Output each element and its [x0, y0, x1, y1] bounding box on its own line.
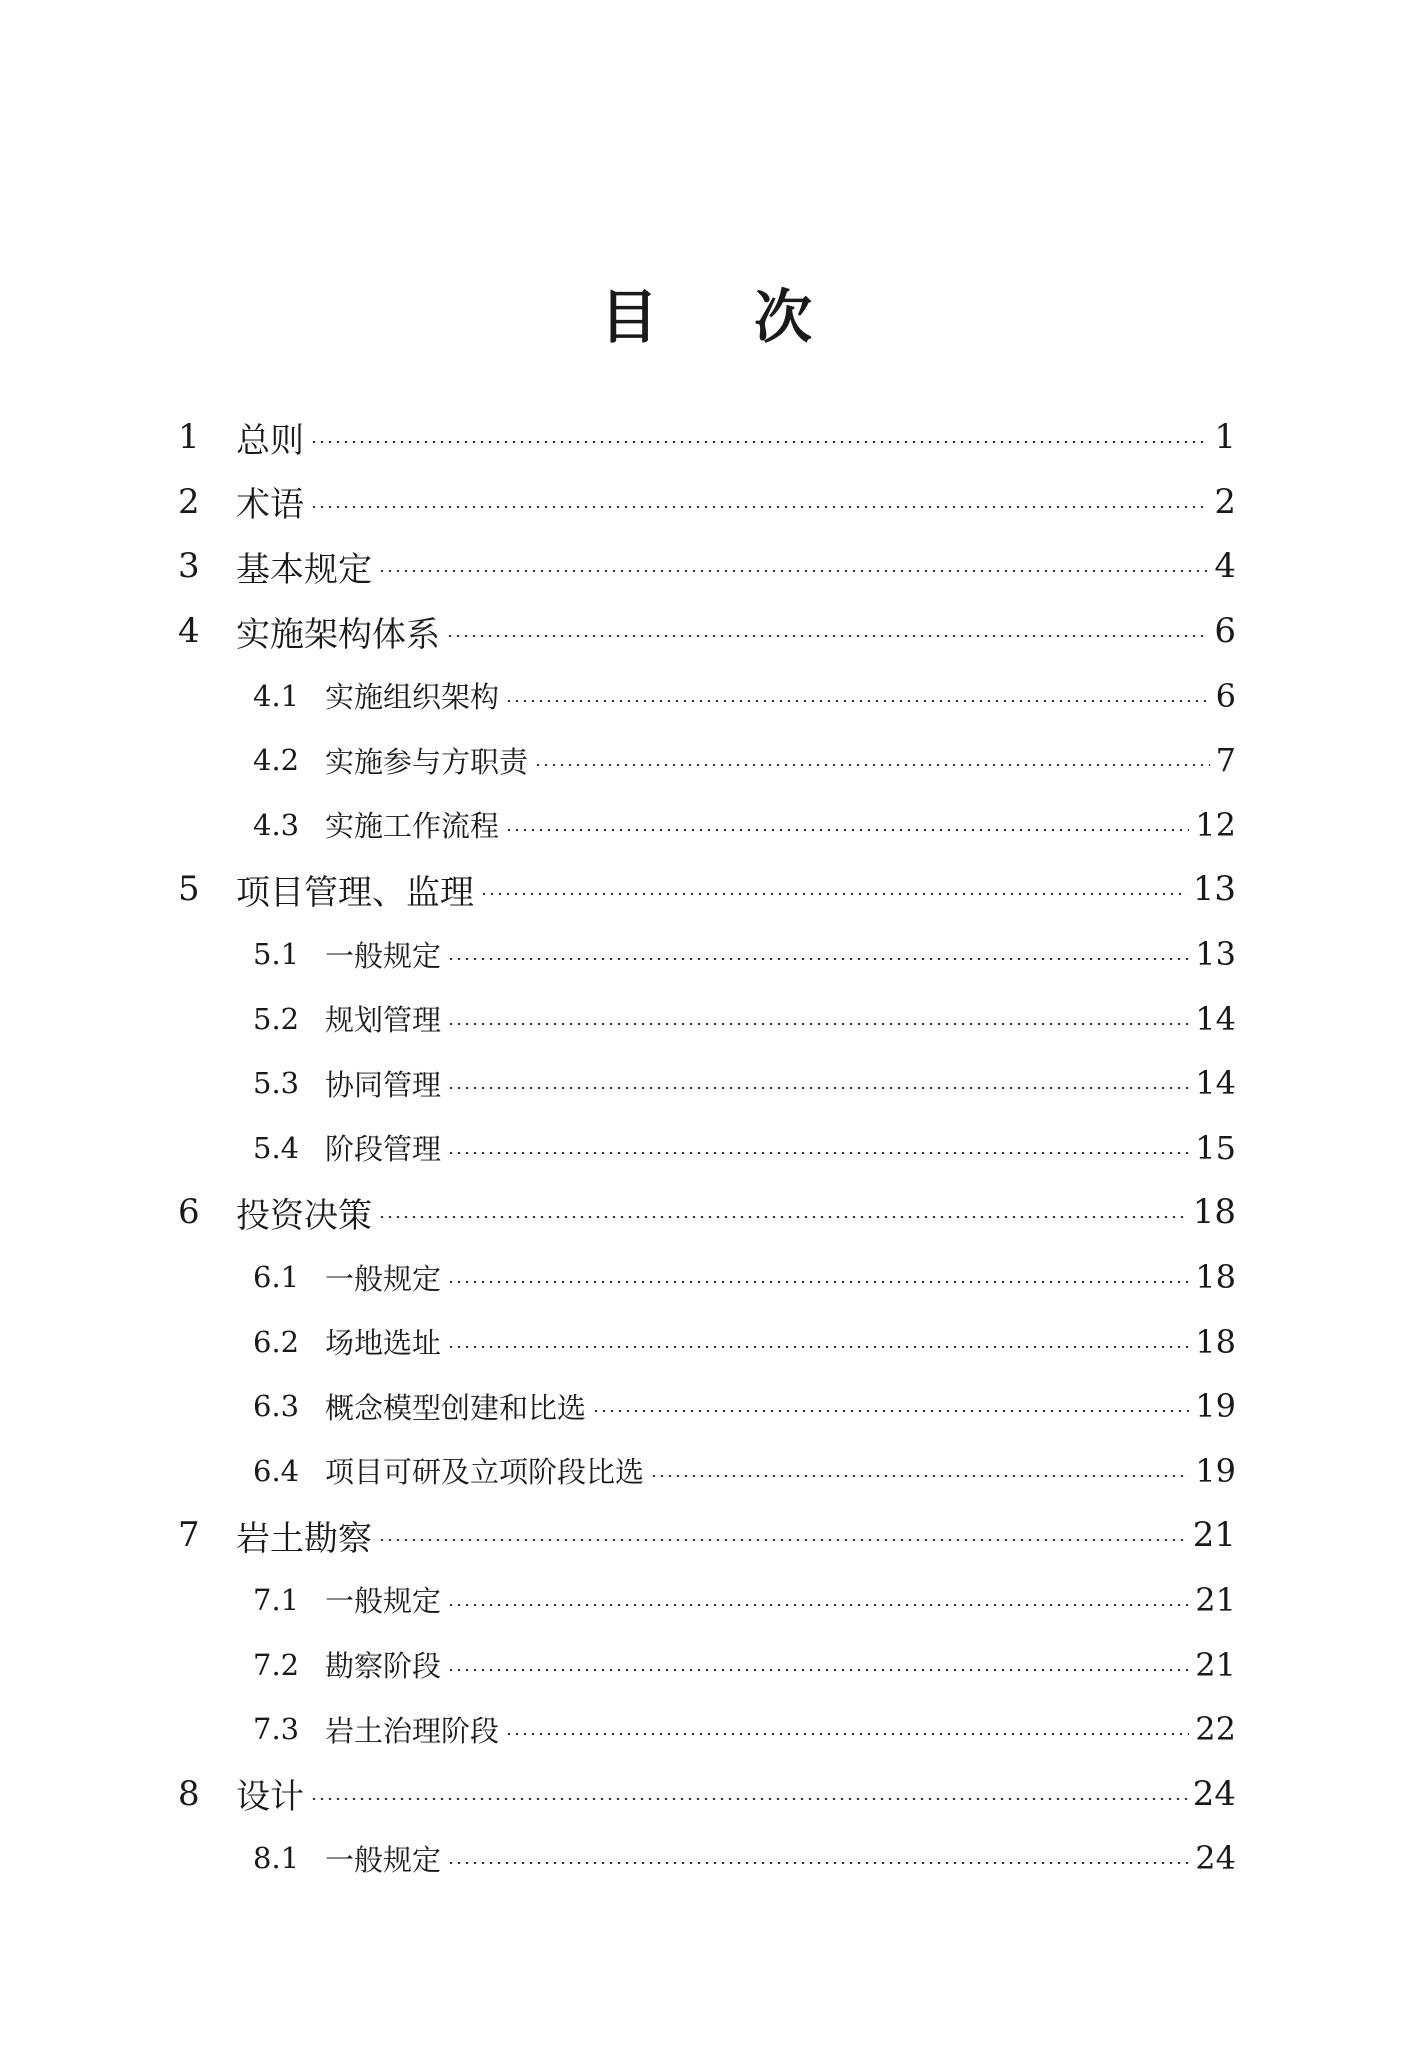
toc-entry-number: 7.3 [253, 1712, 300, 1747]
toc-dot-leader [505, 1733, 1189, 1735]
toc-section-entry[interactable] [178, 986, 1236, 1051]
toc-section-entry[interactable] [178, 1309, 1236, 1374]
toc-dot-leader [505, 700, 1210, 702]
toc-entry-page-number: 15 [1195, 1128, 1236, 1167]
toc-dot-leader [505, 829, 1189, 831]
toc-section-entry[interactable] [178, 1568, 1236, 1633]
toc-entry-page-number: 19 [1195, 1451, 1236, 1490]
toc-dot-leader [447, 1862, 1189, 1864]
toc-entry-title: 实施组织架构 [325, 680, 500, 715]
toc-chapter-entry[interactable] [178, 470, 1236, 535]
toc-dot-leader [378, 1539, 1187, 1541]
toc-entry-title: 规划管理 [325, 1003, 442, 1038]
toc-entry-page-number: 18 [1192, 1192, 1236, 1233]
toc-dot-leader [447, 958, 1189, 960]
toc-entry-title: 勘察阶段 [325, 1649, 442, 1684]
toc-dot-leader [534, 764, 1210, 766]
toc-entry-title: 实施参与方职责 [325, 744, 529, 779]
toc-section-entry[interactable] [178, 1245, 1236, 1310]
toc-chapter-entry[interactable] [178, 857, 1236, 922]
toc-entry-title: 实施架构体系 [236, 614, 440, 655]
toc-section-entry[interactable] [178, 1051, 1236, 1116]
toc-chapter-entry[interactable] [178, 405, 1236, 470]
toc-dot-leader [447, 1023, 1189, 1025]
toc-entry-title: 阶段管理 [325, 1132, 442, 1167]
toc-entry-number: 5.3 [253, 1066, 300, 1101]
toc-dot-leader [447, 1346, 1189, 1348]
toc-section-entry[interactable] [178, 793, 1236, 858]
toc-entry-number: 4.1 [253, 678, 300, 713]
toc-chapter-entry[interactable] [178, 599, 1236, 664]
toc-entry-title: 一般规定 [325, 1842, 442, 1877]
toc-entry-number: 6.1 [253, 1260, 300, 1295]
toc-entry-page-number: 13 [1195, 935, 1236, 974]
table-of-contents [178, 405, 1236, 1891]
toc-dot-leader [446, 635, 1208, 637]
toc-entry-number: 5.2 [253, 1001, 300, 1036]
toc-entry-number: 6.3 [253, 1389, 300, 1424]
toc-entry-title: 术语 [236, 485, 304, 526]
toc-section-entry[interactable] [178, 1374, 1236, 1439]
toc-section-entry[interactable] [178, 1632, 1236, 1697]
toc-dot-leader [310, 506, 1208, 508]
toc-entry-number: 4 [178, 611, 200, 652]
toc-entry-title: 投资决策 [236, 1195, 372, 1236]
toc-entry-number: 7.1 [253, 1582, 300, 1617]
toc-entry-page-number: 6 [1215, 676, 1236, 715]
toc-entry-title: 概念模型创建和比选 [325, 1390, 587, 1425]
toc-entry-number: 8.1 [253, 1841, 300, 1876]
toc-entry-title: 基本规定 [236, 549, 372, 590]
page-title [0, 270, 1412, 354]
toc-section-entry[interactable] [178, 1439, 1236, 1504]
toc-entry-title: 实施工作流程 [325, 809, 500, 844]
toc-entry-title: 岩土治理阶段 [325, 1713, 500, 1748]
toc-entry-title: 一般规定 [325, 938, 442, 973]
toc-entry-title: 项目可研及立项阶段比选 [325, 1455, 645, 1490]
toc-entry-title: 场地选址 [325, 1326, 442, 1361]
toc-entry-page-number: 14 [1195, 999, 1236, 1038]
toc-entry-title: 岩土勘察 [236, 1518, 372, 1559]
toc-entry-number: 7 [178, 1515, 200, 1556]
toc-entry-number: 3 [178, 546, 200, 587]
toc-entry-number: 1 [178, 417, 200, 458]
toc-section-entry[interactable] [178, 728, 1236, 793]
toc-dot-leader [310, 1798, 1187, 1800]
toc-entry-title: 设计 [236, 1777, 304, 1818]
toc-section-entry[interactable] [178, 1116, 1236, 1181]
toc-entry-page-number: 21 [1195, 1645, 1236, 1684]
toc-section-entry[interactable] [178, 1826, 1236, 1891]
toc-entry-page-number: 24 [1192, 1773, 1236, 1814]
toc-entry-number: 5.4 [253, 1130, 300, 1165]
toc-entry-page-number: 6 [1214, 611, 1236, 652]
toc-entry-page-number: 1 [1214, 417, 1236, 458]
toc-entry-title: 一般规定 [325, 1584, 442, 1619]
toc-entry-title: 一般规定 [325, 1261, 442, 1296]
toc-section-entry[interactable] [178, 663, 1236, 728]
toc-entry-number: 5.1 [253, 937, 300, 972]
toc-entry-page-number: 7 [1215, 741, 1236, 780]
toc-entry-title: 协同管理 [325, 1067, 442, 1102]
toc-entry-page-number: 18 [1195, 1258, 1236, 1297]
toc-entry-number: 2 [178, 481, 200, 522]
toc-chapter-entry[interactable] [178, 534, 1236, 599]
toc-chapter-entry[interactable] [178, 1761, 1236, 1826]
toc-entry-page-number: 13 [1192, 869, 1236, 910]
toc-entry-title: 项目管理、监理 [236, 872, 474, 913]
toc-entry-number: 5 [178, 869, 200, 910]
toc-entry-page-number: 18 [1195, 1322, 1236, 1361]
toc-dot-leader [310, 441, 1208, 443]
toc-entry-number: 7.2 [253, 1647, 300, 1682]
toc-entry-page-number: 12 [1195, 805, 1236, 844]
toc-entry-title: 总则 [236, 420, 304, 461]
title-char-1: 目 [599, 283, 658, 351]
toc-dot-leader [447, 1669, 1189, 1671]
toc-entry-number: 6.4 [253, 1453, 300, 1488]
toc-dot-leader [480, 893, 1187, 895]
toc-entry-page-number: 22 [1195, 1710, 1236, 1749]
toc-entry-number: 6.2 [253, 1324, 300, 1359]
toc-entry-page-number: 24 [1195, 1839, 1236, 1878]
toc-dot-leader [447, 1152, 1189, 1154]
toc-dot-leader [447, 1281, 1189, 1283]
toc-entry-number: 4.3 [253, 807, 300, 842]
toc-dot-leader [447, 1604, 1189, 1606]
toc-dot-leader [378, 1216, 1187, 1218]
toc-dot-leader [650, 1475, 1189, 1477]
toc-entry-page-number: 19 [1195, 1387, 1236, 1426]
toc-entry-page-number: 21 [1192, 1515, 1236, 1556]
toc-entry-number: 4.2 [253, 743, 300, 778]
toc-entry-page-number: 2 [1214, 481, 1236, 522]
title-char-2: 次 [754, 283, 813, 351]
toc-section-entry[interactable] [178, 922, 1236, 987]
toc-dot-leader [592, 1410, 1189, 1412]
toc-entry-page-number: 21 [1195, 1580, 1236, 1619]
toc-entry-page-number: 14 [1195, 1064, 1236, 1103]
toc-entry-page-number: 4 [1214, 546, 1236, 587]
toc-entry-number: 6 [178, 1192, 200, 1233]
toc-dot-leader [447, 1087, 1189, 1089]
toc-chapter-entry[interactable] [178, 1180, 1236, 1245]
toc-section-entry[interactable] [178, 1697, 1236, 1762]
toc-dot-leader [378, 570, 1208, 572]
toc-entry-number: 8 [178, 1773, 200, 1814]
toc-chapter-entry[interactable] [178, 1503, 1236, 1568]
